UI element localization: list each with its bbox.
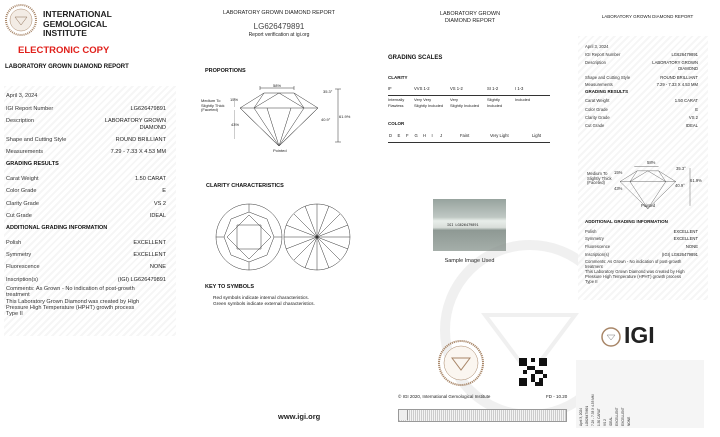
comments: Comments: As Grown - No indication of post-growth treatment This Laboratory Grown Diamond was created by High Pressure High Temperature (HPHT) growth process Type II: [6, 286, 140, 318]
right-row-value: 7.29 - 7.33 X 4.53 MM: [656, 82, 698, 87]
clarity-desc-line: Included: [487, 102, 503, 108]
color-label: Color Grade: [6, 188, 37, 194]
crown-angle: 35.3°: [323, 89, 333, 94]
clarity-grade: VVS 1-2: [414, 86, 430, 91]
right-girdle-description: Medium To Slightly Thick (Faceted): [587, 171, 612, 186]
clarity-desc-line: Very Very: [414, 97, 432, 102]
clarity-desc-line: Internally: [388, 97, 405, 102]
igi-gold-seal: [438, 340, 484, 386]
color-scale-heading: COLOR: [388, 121, 405, 126]
right-row-value: E: [695, 107, 698, 112]
fluorescence-value: NONE: [149, 264, 166, 270]
center-report-title: LABORATORY GROWN DIAMOND REPORT: [223, 10, 335, 16]
clarity-plot-crown: [215, 203, 283, 271]
clarity-grade: IF: [388, 86, 392, 91]
report-date: April 3, 2024: [6, 93, 38, 99]
clarity-desc-line: Flawless: [388, 102, 404, 108]
clarity-scale-divider: [388, 95, 550, 96]
right-row-label: Description: [585, 60, 606, 65]
copyright: © IGI 2020, International Gemological Institute: [398, 394, 491, 399]
right-row-label: Fluorescence: [585, 244, 611, 249]
report-number-label: IGI Report Number: [6, 106, 54, 112]
color-desc: Very Light: [490, 133, 509, 138]
right-row-label: Measurements: [585, 82, 613, 87]
right-grading-heading: GRADING RESULTS: [585, 89, 629, 94]
shape-label: Shape and Cutting Style: [6, 137, 67, 143]
verification-text: Report verification at igi.org: [248, 32, 310, 38]
right-row-value: EXCELLENT: [673, 229, 698, 234]
right-culet: Pointed: [641, 203, 656, 208]
clarity-label: Clarity Grade: [6, 201, 39, 207]
color-letter: I: [431, 133, 433, 138]
right-report-title: LABORATORY GROWN DIAMOND REPORT: [601, 14, 694, 19]
cut-value: IDEAL: [149, 213, 166, 219]
crown-height: 15%: [230, 97, 239, 102]
color-value: E: [162, 188, 166, 194]
org-name: INTERNATIONAL GEMOLOGICAL INSTITUTE: [43, 9, 112, 38]
carat-value: 1.50 CARAT: [135, 176, 166, 182]
polish-label: Polish: [6, 240, 22, 246]
right-crown-angle: 35.3°: [676, 166, 686, 171]
right-row-label: Symmetry: [585, 236, 604, 241]
right-total-depth: 61.9%: [690, 178, 702, 183]
clarity-scale-heading: CLARITY: [388, 75, 408, 80]
right-report-date: April 3, 2024: [585, 44, 609, 49]
clarity-grade: VS 1-2: [450, 86, 463, 91]
right-pavilion-angle: 40.9°: [675, 183, 685, 188]
right-row-value: LG626479891: [671, 52, 698, 57]
right-table-percent: 58%: [647, 160, 656, 165]
sample-image: IGI LG626479891: [433, 199, 506, 251]
measurements-value: 7.29 - 7.33 X 4.53 MM: [110, 149, 166, 155]
symmetry-label: Symmetry: [6, 252, 32, 258]
color-letter: E: [397, 133, 401, 138]
fluorescence-label: Fluorescence: [6, 264, 40, 270]
clarity-desc-line: Slightly: [487, 97, 500, 102]
right-comment-line: treatment: [585, 264, 603, 269]
right-row-value: LABORATORY GROWN: [652, 60, 698, 65]
additional-heading: ADDITIONAL GRADING INFORMATION: [6, 225, 108, 231]
igi-seal-logo: [5, 4, 37, 36]
right-row-label: Clarity Grade: [585, 115, 610, 120]
grading-results-heading: GRADING RESULTS: [6, 161, 59, 167]
right-comment-line: Type II: [585, 279, 598, 284]
right-pavilion-depth: 43%: [614, 186, 623, 191]
right-comment-line: This Laboratory Grown Diamond was created by High: [585, 269, 685, 274]
total-depth: 61.9%: [339, 114, 351, 119]
right-row-value: IDEAL: [685, 123, 698, 128]
color-scale-divider: [388, 142, 550, 143]
pavilion-depth: 43%: [231, 122, 240, 127]
form-code: FD - 10.20: [546, 394, 568, 399]
shape-value: ROUND BRILLIANT: [115, 137, 166, 143]
symmetry-value: EXCELLENT: [133, 252, 166, 258]
right-comment-line: Comments: As Grown - No indication of post-growth: [585, 259, 682, 264]
girdle-description: Medium To Slightly Thick (Faceted): [201, 98, 225, 112]
website-link[interactable]: www.igi.org: [278, 412, 321, 421]
color-letter: H: [423, 133, 427, 138]
right-row-label: IGI Report Number: [585, 52, 621, 57]
color-letter: G: [414, 133, 418, 138]
report-title: LABORATORY GROWN DIAMOND REPORT: [5, 64, 129, 70]
clarity-desc-line: Very: [450, 97, 459, 102]
right-comment-line: Pressure High Temperature (HPHT) growth process: [585, 274, 682, 279]
grading-scales-heading: GRADING SCALES: [388, 55, 443, 61]
sample-image-caption: Sample Image Used: [444, 258, 495, 264]
clarity-plot-pavilion: [283, 203, 351, 271]
inscription-value: (IGI) LG626479891: [117, 277, 166, 283]
igi-logo-text: IGI: [624, 322, 655, 348]
right-row-value: EXCELLENT: [673, 236, 698, 241]
cut-label: Cut Grade: [6, 213, 32, 219]
right-row-label: Cut Grade: [585, 123, 605, 128]
right-crown-height: 15%: [614, 170, 623, 175]
proportions-heading: PROPORTIONS: [205, 68, 246, 74]
report-number: LG626479891: [130, 106, 166, 112]
clarity-characteristics-heading: CLARITY CHARACTERISTICS: [206, 183, 284, 189]
clarity-desc-line: Slightly Included: [450, 102, 480, 108]
right-row-label: Shape and Cutting Style: [585, 75, 631, 80]
right-row-value: ROUND BRILLIANT: [660, 75, 698, 80]
carat-label: Carat Weight: [6, 176, 39, 182]
color-letter: F: [406, 133, 409, 138]
clarity-desc-line: Included: [515, 97, 531, 102]
electronic-copy-label: ELECTRONIC COPY: [18, 45, 110, 56]
inscription-label: Inscription(s): [6, 277, 39, 283]
table-percent: 58%: [273, 83, 282, 88]
color-desc: Faint: [460, 133, 470, 138]
description-value: LABORATORY GROWN DIAMOND: [104, 118, 166, 131]
clarity-grade: I 1-3: [515, 86, 524, 91]
key-to-symbols-heading: KEY TO SYMBOLS: [205, 284, 255, 290]
clarity-value: VS 2: [153, 201, 166, 207]
right-row-value: 1.50 CARAT: [674, 98, 698, 103]
right-row-value: DIAMOND: [678, 66, 698, 71]
center-report-number: LG626479891: [253, 22, 305, 31]
igi-logo-seal: [601, 327, 621, 347]
measurements-label: Measurements: [6, 149, 43, 155]
description-label: Description: [6, 118, 34, 124]
right-additional-heading: ADDITIONAL GRADING INFORMATION: [585, 219, 668, 224]
right-row-value: (IGI) LG626479891: [661, 252, 698, 257]
right-row-value: NONE: [685, 244, 698, 249]
color-desc: Light: [532, 133, 542, 138]
right-row-label: Color Grade: [585, 107, 608, 112]
culet: Pointed: [273, 148, 287, 153]
color-letter: J: [440, 133, 443, 138]
rotated-summary: April 3, 2024 LG626479891 7.29 - 7.33 X 4.53 MM 1.50 CARAT VS 2 IDEAL EXCELLENT EXCELLENT NONE: [576, 360, 704, 428]
right-row-label: Inscription(s): [585, 252, 609, 257]
scales-title: LABORATORY GROWN DIAMOND REPORT: [439, 11, 501, 24]
color-letter: D: [389, 133, 393, 138]
clarity-desc-line: Slightly Included: [414, 102, 444, 108]
right-row-label: Carat Weight: [585, 98, 610, 103]
right-row-value: VS 2: [688, 115, 698, 120]
right-row-label: Polish: [585, 229, 597, 234]
qr-code[interactable]: [519, 358, 547, 386]
clarity-grade: SI 1-2: [487, 86, 499, 91]
key-to-symbols-text: Red symbols indicate internal characteristics. Green symbols indicate external characteristics.: [213, 296, 315, 307]
pavilion-angle: 40.9°: [321, 117, 331, 122]
security-disclaimer-box: [398, 409, 567, 422]
polish-value: EXCELLENT: [133, 240, 166, 246]
